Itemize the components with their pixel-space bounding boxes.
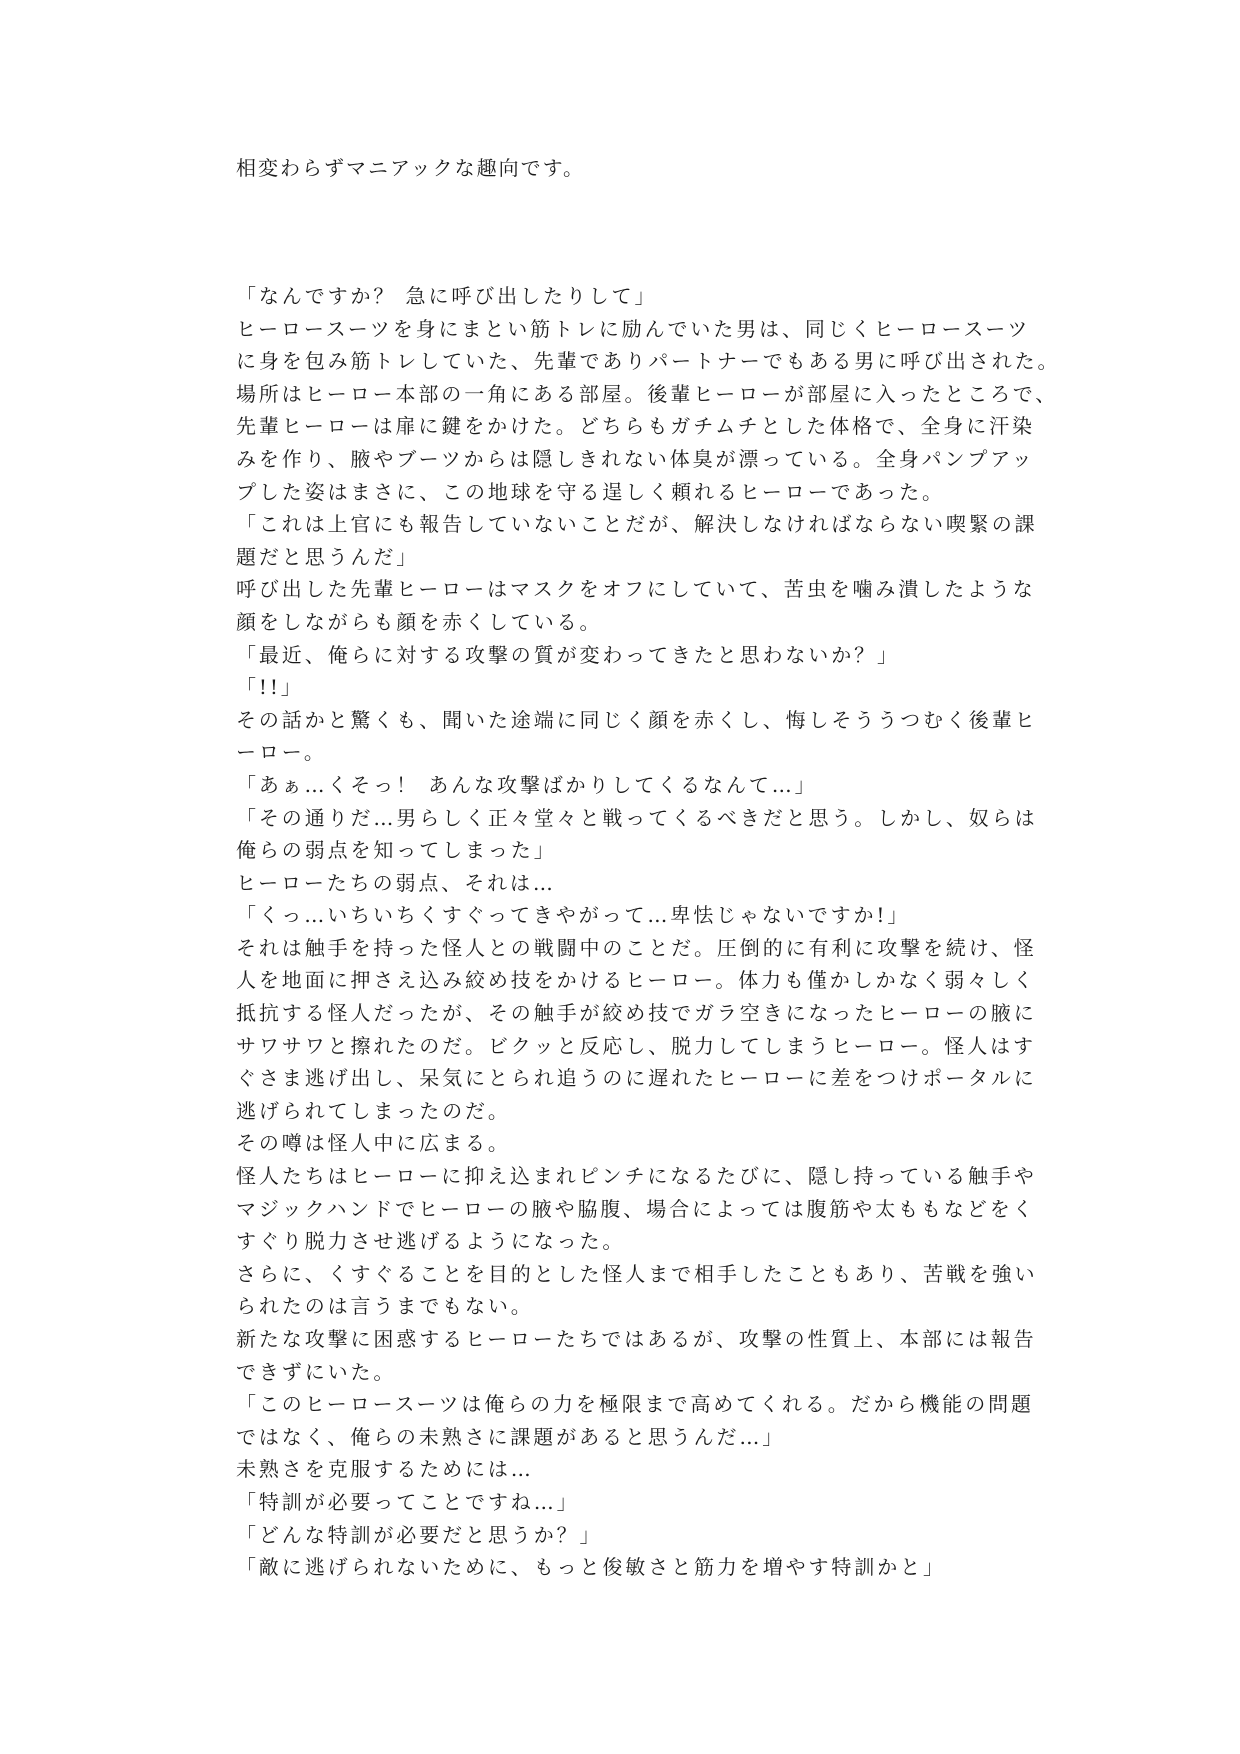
text-line: その噂は怪人中に広まる。 bbox=[236, 1131, 511, 1156]
text-line: ヒーローたちの弱点、それは… bbox=[236, 870, 556, 895]
text-line: ではなく、俺らの未熟さに課題があると思うんだ…」 bbox=[236, 1424, 786, 1449]
text-line: マジックハンドでヒーローの腋や脇腹、場合によっては腹筋や太ももなどをく bbox=[236, 1196, 1036, 1221]
text-line: 題だと思うんだ」 bbox=[236, 544, 420, 569]
text-line: 新たな攻撃に困惑するヒーローたちではあるが、攻撃の性質上、本部には報告 bbox=[236, 1327, 1037, 1351]
text-line: できずにいた。 bbox=[236, 1359, 397, 1384]
text-line: 未熟さを克服するためには… bbox=[236, 1457, 534, 1482]
text-line: ーロー。 bbox=[236, 740, 327, 765]
story-text bbox=[236, 280, 1061, 1584]
text-line: サワサワと擦れたのだ。ビクッと反応し、脱力してしまうヒーロー。怪人はす bbox=[236, 1033, 1036, 1058]
text-line: それは触手を持った怪人との戦闘中のことだ。圧倒的に有利に攻撃を続け、怪 bbox=[236, 935, 1037, 960]
text-line: 「特訓が必要ってことですね…」 bbox=[236, 1489, 580, 1514]
text-line: ヒーロースーツを身にまとい筋トレに励んでいた男は、同じくヒーロースーツ bbox=[236, 316, 1031, 341]
text-line: 先輩ヒーローは扉に鍵をかけた。どちらもガチムチとした体格で、全身に汗染 bbox=[236, 414, 1035, 439]
text-line: 逃げられてしまったのだ。 bbox=[236, 1098, 511, 1123]
text-line: さらに、くすぐることを目的とした怪人まで相手したこともあり、苦戦を強い bbox=[236, 1261, 1038, 1286]
text-line: 抵抗する怪人だったが、その触手が絞め技でガラ空きになったヒーローの腋に bbox=[236, 1001, 1037, 1026]
intro-note: 相変わらずマニアックな趣向です。 bbox=[236, 156, 585, 180]
text-line: 「あぁ…くそっ！ あんな攻撃ばかりしてくるなんて…」 bbox=[236, 772, 818, 797]
text-line: に身を包み筋トレしていた、先輩でありパートナーでもある男に呼び出された。 bbox=[236, 349, 1061, 374]
text-line: 「どんな特訓が必要だと思うか？」 bbox=[236, 1522, 603, 1547]
text-line: その話かと驚くも、聞いた途端に同じく顔を赤くし、悔しそううつむく後輩ヒ bbox=[236, 707, 1038, 732]
text-line: 「敵に逃げられないために、もっと俊敏さと筋力を増やす特訓かと」 bbox=[236, 1555, 946, 1580]
text-line: 怪人たちはヒーローに抑え込まれピンチになるたびに、隠し持っている触手や bbox=[236, 1164, 1037, 1189]
text-line: られたのは言うまでもない。 bbox=[236, 1294, 534, 1319]
text-line: 「これは上官にも報告していないことだが、解決しなければならない喫緊の課 bbox=[236, 512, 1038, 537]
text-line: 「その通りだ…男らしく正々堂々と戦ってくるべきだと思う。しかし、奴らは bbox=[236, 805, 1038, 830]
text-line: 顔をしながらも顔を赤くしている。 bbox=[236, 609, 603, 634]
text-line: 「このヒーロースーツは俺らの力を極限まで高めてくれる。だから機能の問題 bbox=[236, 1392, 1034, 1417]
text-line: 「最近、俺らに対する攻撃の質が変わってきたと思わないか？」 bbox=[236, 642, 900, 667]
text-line: プした姿はまさに、この地球を守る逞しく頼れるヒーローであった。 bbox=[236, 479, 945, 504]
text-line: 場所はヒーロー本部の一角にある部屋。後輩ヒーローが部屋に入ったところで、 bbox=[236, 381, 1059, 406]
text-line: 「なんですか？ 急に呼び出したりして」 bbox=[236, 284, 658, 308]
text-line: 「くっ…いちいちくすぐってきやがって…卑怯じゃないですか!」 bbox=[236, 903, 911, 928]
text-line: 呼び出した先輩ヒーローはマスクをオフにしていて、苦虫を噛み潰したような bbox=[236, 577, 1036, 602]
text-line: 「!!」 bbox=[236, 675, 304, 700]
text-line: ぐさま逃げ出し、呆気にとられ追うのに遅れたヒーローに差をつけポータルに bbox=[236, 1066, 1037, 1091]
text-line: 人を地面に押さえ込み絞め技をかけるヒーロー。体力も僅かしかなく弱々しく bbox=[236, 968, 1036, 993]
text-line: すぐり脱力させ逃げるようになった。 bbox=[236, 1229, 626, 1254]
text-line: 俺らの弱点を知ってしまった」 bbox=[236, 838, 557, 863]
text-line: みを作り、腋やブーツからは隠しきれない体臭が漂っている。全身パンプアッ bbox=[236, 446, 1035, 471]
